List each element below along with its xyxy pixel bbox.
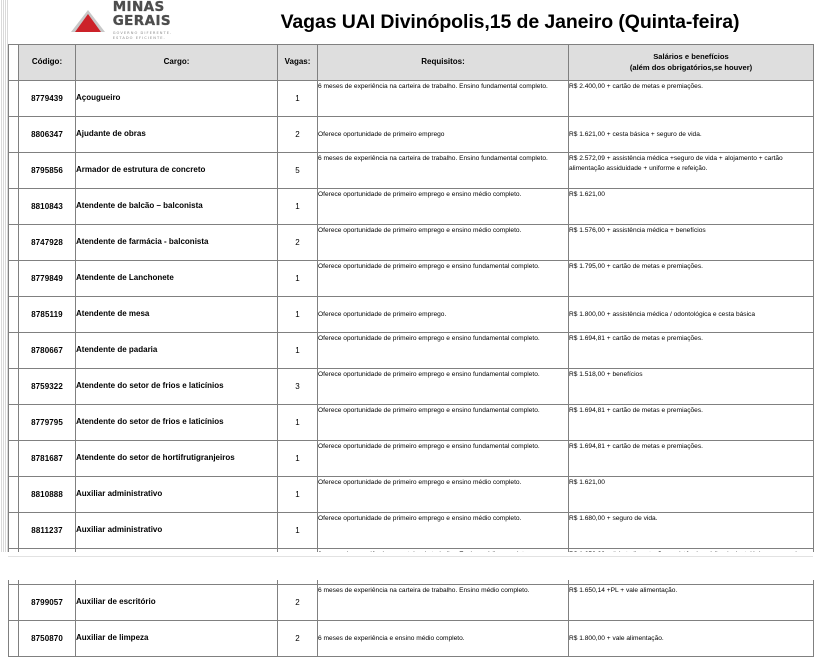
cell-vagas: 1 <box>278 477 318 513</box>
cell-cargo: Atendente de balcão – balconista <box>76 189 278 225</box>
table-row <box>9 477 814 513</box>
table-row <box>9 621 814 657</box>
table-row <box>9 441 814 477</box>
column-header-codigo: Código: <box>19 45 76 81</box>
logo-tagline-line-1: GOVERNO DIFERENTE. <box>112 31 173 36</box>
table-row <box>9 585 814 621</box>
cell-salarios <box>569 189 814 225</box>
cell-requisitos-text: 6 meses de experiência na carteira de trabalho. Ensino fundamental completo. <box>318 83 548 90</box>
cell-salarios-text: R$ 2.400,00 + cartão de metas e premiações. <box>569 83 703 90</box>
cell-salarios <box>569 585 814 621</box>
cell-requisitos <box>318 261 569 297</box>
cell-vagas: 2 <box>278 225 318 261</box>
cell-salarios-text: R$ 1.694,81 + cartão de metas e premiações. <box>569 335 703 342</box>
cell-cargo: Atendente de padaria <box>76 333 278 369</box>
cell-vagas: 1 <box>278 261 318 297</box>
gutter-cell <box>9 81 19 117</box>
gutter-cell <box>9 441 19 477</box>
cell-vagas: 1 <box>278 189 318 225</box>
cell-requisitos-text: Oferece oportunidade de primeiro emprego. <box>318 310 447 318</box>
cell-cargo: Auxiliar administrativo <box>76 477 278 513</box>
cell-requisitos-text: Oferece oportunidade de primeiro emprego e ensino fundamental completo. <box>318 263 540 270</box>
cell-cargo: Atendente do setor de frios e laticínios <box>76 369 278 405</box>
column-header-salarios-line-1: Salários e benefícios <box>653 52 729 62</box>
cell-salarios <box>569 405 814 441</box>
cell-requisitos-text: 6 meses de experiência e ensino médio completo. <box>318 634 465 642</box>
cell-vagas: 1 <box>278 333 318 369</box>
cell-salarios <box>569 81 814 117</box>
cell-requisitos <box>318 513 569 549</box>
cell-requisitos-text: Oferece oportunidade de primeiro emprego e ensino médio completo. <box>318 227 522 234</box>
gutter-cell <box>9 513 19 549</box>
gutter-cell <box>9 45 19 81</box>
cell-cargo: Ajudante de obras <box>76 117 278 153</box>
gutter-cell <box>9 585 19 621</box>
cell-requisitos-text: Oferece oportunidade de primeiro emprego e ensino médio completo. <box>318 479 522 486</box>
cell-requisitos-text: 6 meses de experiência na carteira de trabalho. Ensino fundamental completo. <box>318 155 548 162</box>
cell-vagas: 1 <box>278 513 318 549</box>
sheet-bottom-margin <box>0 552 820 580</box>
cell-vagas: 1 <box>278 441 318 477</box>
cell-cargo: Auxiliar de limpeza <box>76 621 278 657</box>
cell-salarios <box>569 513 814 549</box>
cell-requisitos-text: Oferece oportunidade de primeiro emprego e ensino médio completo. <box>318 515 522 522</box>
cell-salarios <box>569 261 814 297</box>
table-header-row <box>9 45 814 81</box>
column-header-cargo: Cargo: <box>76 45 278 81</box>
cell-vagas: 2 <box>278 585 318 621</box>
cell-vagas: 1 <box>278 297 318 333</box>
cell-codigo: 8750870 <box>19 621 76 657</box>
cell-salarios <box>569 621 814 657</box>
cell-codigo: 8747928 <box>19 225 76 261</box>
cell-salarios-text: R$ 1.795,00 + cartão de metas e premiações. <box>569 263 703 270</box>
cell-salarios-text: R$ 1.621,00 <box>569 479 605 486</box>
cell-cargo: Auxiliar administrativo <box>76 513 278 549</box>
column-header-salarios-line-2: (além dos obrigatórios,se houver) <box>629 62 753 72</box>
cell-salarios-text: R$ 1.800,00 + vale alimentação. <box>569 634 664 642</box>
cell-salarios-text: R$ 1.694,81 + cartão de metas e premiações. <box>569 407 703 414</box>
table-row <box>9 405 814 441</box>
cell-salarios-text: R$ 1.621,00 + cesta básica + seguro de vida. <box>569 130 702 138</box>
cell-cargo: Atendente de mesa <box>76 297 278 333</box>
table-row <box>9 297 814 333</box>
gutter-cell <box>9 189 19 225</box>
gutter-cell <box>9 333 19 369</box>
cell-vagas: 1 <box>278 81 318 117</box>
table-row <box>9 117 814 153</box>
gutter-cell <box>9 621 19 657</box>
cell-cargo: Atendente de farmácia - balconista <box>76 225 278 261</box>
gutter-cell <box>9 297 19 333</box>
cell-cargo: Atendente de Lanchonete <box>76 261 278 297</box>
table-row <box>9 369 814 405</box>
cell-vagas: 3 <box>278 369 318 405</box>
table-row <box>9 513 814 549</box>
column-header-salarios <box>569 45 814 81</box>
cell-salarios <box>569 441 814 477</box>
page-title: Vagas UAI Divinópolis,15 de Janeiro (Quinta-feira) <box>280 10 740 33</box>
cell-requisitos-text: Oferece oportunidade de primeiro emprego e ensino fundamental completo. <box>318 371 540 378</box>
gutter-cell <box>9 225 19 261</box>
cell-requisitos <box>318 621 569 657</box>
cell-requisitos-text: Oferece oportunidade de primeiro emprego e ensino fundamental completo. <box>318 407 540 414</box>
cell-codigo: 8779439 <box>19 81 76 117</box>
cell-salarios <box>569 369 814 405</box>
cell-vagas: 1 <box>278 405 318 441</box>
logo-word-gerais: GERAIS <box>112 13 171 30</box>
cell-codigo: 8799057 <box>19 585 76 621</box>
table-row <box>9 81 814 117</box>
cell-vagas: 2 <box>278 117 318 153</box>
cell-requisitos <box>318 585 569 621</box>
cell-codigo: 8795856 <box>19 153 76 189</box>
page-title-cell <box>213 0 813 44</box>
cell-requisitos <box>318 477 569 513</box>
gutter-cell <box>9 477 19 513</box>
cell-salarios <box>569 117 814 153</box>
cell-salarios <box>569 477 814 513</box>
gutter-cell <box>9 153 19 189</box>
cell-requisitos <box>318 189 569 225</box>
cell-salarios-text: R$ 1.680,00 + seguro de vida. <box>569 515 658 522</box>
cell-codigo: 8785119 <box>19 297 76 333</box>
table-row <box>9 225 814 261</box>
cell-requisitos-text: Oferece oportunidade de primeiro emprego e ensino fundamental completo. <box>318 443 540 450</box>
cell-salarios <box>569 297 814 333</box>
cell-requisitos <box>318 405 569 441</box>
cell-vagas: 5 <box>278 153 318 189</box>
cell-requisitos <box>318 225 569 261</box>
cell-requisitos-text: 6 meses de experiência na carteira de trabalho. Ensino médio completo. <box>318 587 530 594</box>
cell-codigo: 8811237 <box>19 513 76 549</box>
spreadsheet-row-gutter <box>0 0 8 580</box>
cell-cargo: Auxiliar de escritório <box>76 585 278 621</box>
cell-requisitos-text: Oferece oportunidade de primeiro emprego e ensino fundamental completo. <box>318 335 540 342</box>
gutter-cell <box>9 369 19 405</box>
cell-codigo: 8781687 <box>19 441 76 477</box>
column-header-requisitos: Requisitos: <box>318 45 569 81</box>
cell-salarios-text: R$ 1.694,81 + cartão de metas e premiações. <box>569 443 703 450</box>
cell-salarios <box>569 153 814 189</box>
cell-codigo: 8806347 <box>19 117 76 153</box>
cell-requisitos <box>318 81 569 117</box>
cell-requisitos <box>318 117 569 153</box>
cell-codigo: 8810888 <box>19 477 76 513</box>
cell-requisitos <box>318 441 569 477</box>
table-row <box>9 261 814 297</box>
cell-codigo: 8779849 <box>19 261 76 297</box>
minas-gerais-logo <box>8 0 213 44</box>
cell-codigo: 8780667 <box>19 333 76 369</box>
cell-salarios-text: R$ 1.650,14 +PL + vale alimentação. <box>569 587 678 594</box>
cell-salarios-text: R$ 2.572,09 + assistência médica +seguro de vida + alojamento + cartão alimentação assiduidade + uniforme e refeição. <box>569 155 783 172</box>
table-row <box>9 333 814 369</box>
mountain-chevron-icon <box>69 8 107 34</box>
cell-requisitos <box>318 333 569 369</box>
cell-salarios-text: R$ 1.800,00 + assistência médica / odontológica e cesta básica <box>569 310 756 318</box>
cell-vagas: 2 <box>278 621 318 657</box>
cell-requisitos <box>318 297 569 333</box>
cell-salarios-text: R$ 1.621,00 <box>569 191 605 198</box>
cell-codigo: 8779795 <box>19 405 76 441</box>
gutter-cell <box>9 405 19 441</box>
cell-codigo: 8759322 <box>19 369 76 405</box>
logo-tagline-line-2: ESTADO EFICIENTE. <box>112 36 166 41</box>
cell-requisitos <box>318 369 569 405</box>
column-header-vagas: Vagas: <box>278 45 318 81</box>
table-row <box>9 153 814 189</box>
logo-word-minas: MINAS <box>112 0 165 15</box>
cell-salarios-text: R$ 1.576,00 + assistência médica + benefícios <box>569 227 706 234</box>
gutter-cell <box>9 117 19 153</box>
cell-cargo: Atendente do setor de hortifrutigranjeiros <box>76 441 278 477</box>
table-header <box>9 45 814 81</box>
cell-salarios-text: R$ 1.518,00 + benefícios <box>569 371 643 378</box>
cell-salarios <box>569 333 814 369</box>
cell-requisitos-text: Oferece oportunidade de primeiro emprego <box>318 130 445 138</box>
cell-cargo: Açougueiro <box>76 81 278 117</box>
cell-requisitos-text: Oferece oportunidade de primeiro emprego e ensino médio completo. <box>318 191 522 198</box>
table-row <box>9 189 814 225</box>
document-header <box>8 0 813 44</box>
cell-codigo: 8810843 <box>19 189 76 225</box>
cell-salarios <box>569 225 814 261</box>
cell-cargo: Atendente do setor de frios e laticínios <box>76 405 278 441</box>
gutter-cell <box>9 261 19 297</box>
cell-requisitos <box>318 153 569 189</box>
cell-cargo: Armador de estrutura de concreto <box>76 153 278 189</box>
